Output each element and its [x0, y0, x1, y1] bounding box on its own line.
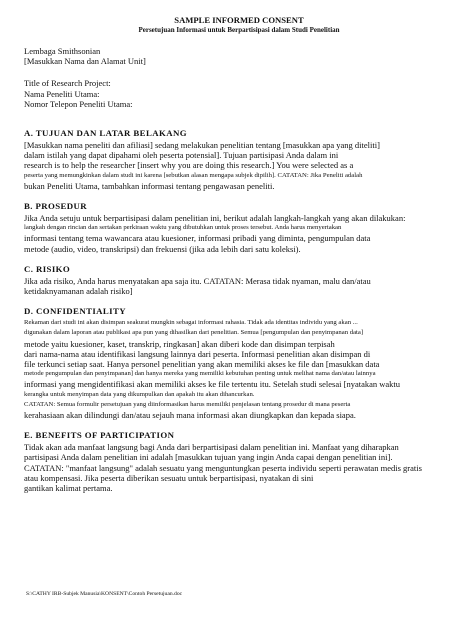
section-d-line: metode yaitu kuesioner, kaset, transkrip, ringkasan] akan diberi kode dan disimpan terpisah: [24, 338, 335, 349]
section-a-line: [Masukkan nama peneliti dan afiliasi] sedang melakukan penelitian tentang [masukkan apa yang diteliti]: [24, 140, 380, 151]
document-subtitle: Persetujuan Informasi untuk Berpartisipasi dalam Studi Penelitian: [138, 26, 340, 34]
section-e-line: partisipasi Anda dalam penelitian ini adalah [masukkan tujuan yang ingin Anda capai dengan penelitian ini].: [24, 452, 393, 463]
section-d-line: informasi yang mengidentifikasi akan memiliki akses ke file tertentu itu. Setelah studi selesai [nyatakan waktu: [24, 379, 401, 390]
section-d-line: file terkunci setiap saat. Hanya personel penelitian yang akan memiliki akses ke file dan [masukkan data: [24, 359, 380, 370]
section-c-body: [24, 276, 454, 296]
section-e-body: [24, 442, 454, 493]
section-d-line: kerahasiaan akan dilindungi dan/atau sejauh mana informasi akan diungkapkan dan kepada siapa.: [24, 410, 356, 421]
section-a-heading: A. TUJUAN DAN LATAR BELAKANG: [24, 128, 187, 139]
section-a-line: peserta yang memungkinkan dalam studi ini karena [sebutkan alasan mengapa subjek dipilih]. CATATAN: Jika Peneliti adalah: [24, 171, 363, 179]
section-c-line: ketidaknyamanan adalah risiko]: [24, 286, 133, 297]
section-d-heading: D. CONFIDENTIALITY: [24, 306, 127, 317]
file-path-footer: S:\CATHY IRB-Subjek Manusia\KONSENT\Contoh Persetujuan.doc: [26, 591, 183, 597]
section-a-line: dalam istilah yang dapat dipahami oleh peserta potensial]. Tujuan partisipasi Anda dalam ini: [24, 150, 339, 161]
section-c-heading: C. RISIKO: [24, 263, 71, 274]
section-e-line: Tidak akan ada manfaat langsung bagi Anda dari berpartisipasi dalam penelitian ini. Manfaat yang diharapkan: [24, 442, 399, 453]
section-e-heading: E. BENEFITS OF PARTICIPATION: [24, 430, 175, 441]
section-d-line: dari nama-nama atau identifikasi langsung lainnya dari peserta. Informasi penelitian akan disimpan di: [24, 348, 371, 359]
section-d-line: Rekaman dari studi ini akan disimpan seakurat mungkin sebagai informasi rahasia. Tidak ada identitas individu yang akan ...: [24, 319, 358, 327]
pi-name-label: Nama Peneliti Utama:: [24, 88, 100, 99]
unit-placeholder: [Masukkan Nama dan Alamat Unit]: [24, 56, 146, 67]
section-a-line: research is to help the researcher [insert why you are doing this research.] You were selected as a: [24, 160, 354, 171]
section-c-line: Jika ada risiko, Anda harus menyatakan apa saja itu. CATATAN: Merasa tidak nyaman, malu dan/atau: [24, 275, 371, 286]
section-e-line: CATATAN: "manfaat langsung" adalah sesuatu yang menguntungkan peserta individu seperti perawatan medis gratis: [24, 462, 422, 473]
section-d-body: [24, 318, 454, 420]
pi-phone-label: Nomor Telepon Peneliti Utama:: [24, 98, 133, 109]
project-title-label: Title of Research Project:: [24, 78, 111, 89]
section-e-line: atau kompensasi. Jika peserta diberikan sesuatu untuk berpartisipasi, nyatakan di sini: [24, 472, 314, 483]
section-b-line: metode (audio, video, transkripsi) dan frekuensi (jika ada lebih dari satu koleksi).: [24, 243, 301, 254]
section-b-line: langkah dengan rincian dan sertakan perkiraan waktu yang dibutuhkan untuk proses tersebut. Anda harus menyertakan: [24, 224, 342, 232]
section-d-line: kerangka untuk menyimpan data yang dikumpulkan dan apakah itu akan dihancurkan.: [24, 390, 255, 398]
document-title: SAMPLE INFORMED CONSENT: [174, 15, 304, 25]
section-d-line: digunakan dalam laporan atau publikasi apa pun yang dihasilkan dari penelitian. Semua [pengumpulan dan penyimpanan data]: [24, 329, 364, 337]
section-b-body: [24, 213, 454, 254]
section-b-heading: B. PROSEDUR: [24, 201, 88, 212]
section-a-body: [24, 140, 454, 191]
section-b-line: Jika Anda setuju untuk berpartisipasi dalam penelitian ini, berikut adalah langkah-langkah yang akan dilakukan:: [24, 213, 406, 224]
section-d-line: CATATAN: Semua formulir persetujuan yang diinformasikan harus memiliki penjelasan tentang prosedur di mana peserta: [24, 400, 351, 408]
section-a-line: bukan Peneliti Utama, tambahkan informasi tentang pengawasan peneliti.: [24, 180, 275, 191]
section-b-line: informasi tentang tema wawancara atau kuesioner, informasi pribadi yang diminta, pengumpulan data: [24, 233, 371, 244]
institution-name: Lembaga Smithsonian: [24, 46, 101, 56]
section-d-line: metode pengumpulan dan penyimpanan] dan hanya mereka yang memiliki kebutuhan penting untuk melihat nama dan/atau lainnya: [24, 370, 376, 378]
section-e-line: gantikan kalimat pertama.: [24, 483, 113, 494]
